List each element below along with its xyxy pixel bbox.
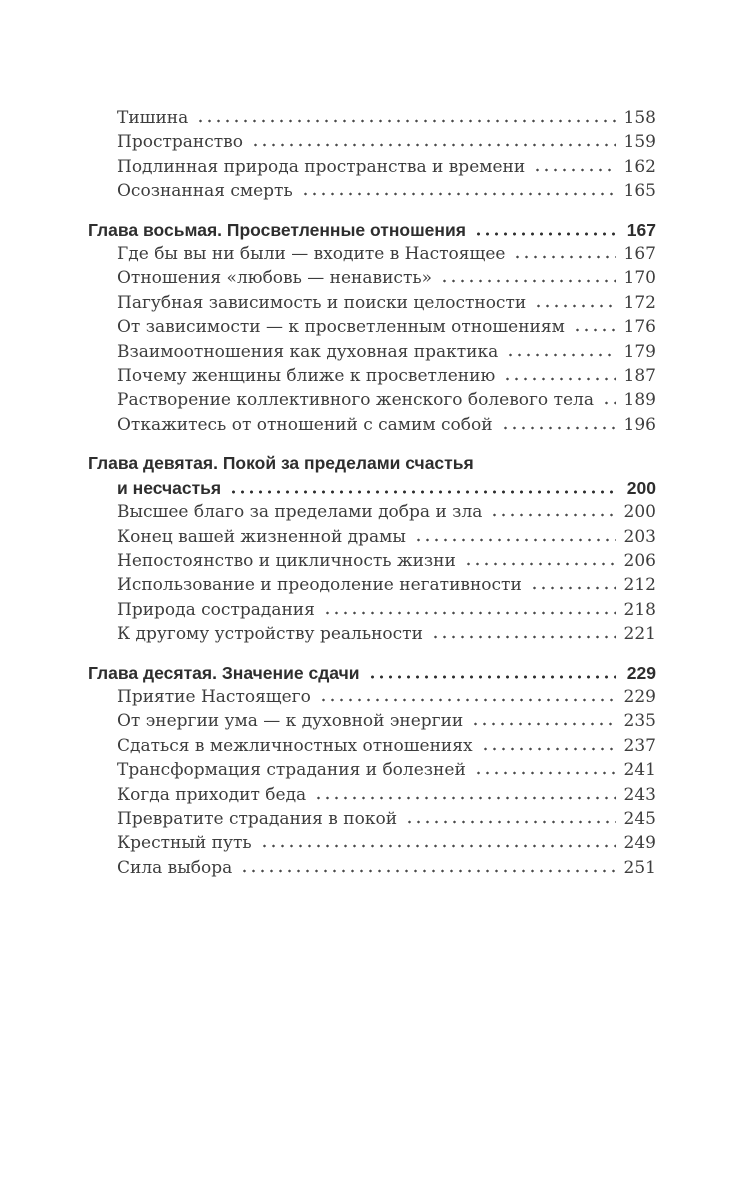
toc-entry-page: 162 <box>623 156 656 177</box>
chapter-heading-title: Глава девятая. Покой за пределами счастья <box>88 453 474 474</box>
toc-entry <box>88 525 656 549</box>
toc-entry-page: 203 <box>623 526 656 547</box>
toc-entry-title: Пагубная зависимость и поиски целостности <box>117 292 527 313</box>
toc-entry <box>88 734 656 758</box>
toc-group-chapter9 <box>88 451 656 646</box>
toc-entry-title: Природа сострадания <box>117 599 315 620</box>
toc-entry-page: 159 <box>623 132 656 153</box>
toc-entry-page: 229 <box>623 686 656 707</box>
toc-entry-page: 200 <box>623 502 656 523</box>
dot-leader <box>440 279 616 283</box>
toc-entry-title: Пространство <box>117 132 243 153</box>
toc-entry-page: 243 <box>623 784 656 805</box>
dot-leader <box>474 771 616 775</box>
toc-entry <box>88 364 656 388</box>
dot-leader <box>530 586 616 590</box>
toc-entry-page: 251 <box>623 857 656 878</box>
toc-entry-title: От энергии ума — к духовной энергии <box>117 711 464 732</box>
toc-entry-page: 221 <box>623 624 656 645</box>
toc-entry-title: Почему женщины ближе к просветлению <box>117 366 496 387</box>
dot-leader <box>602 401 616 405</box>
toc-entry-page: 170 <box>623 268 656 289</box>
toc-entry-title: От зависимости — к просветленным отношениям <box>117 317 565 338</box>
chapter-heading-title: Глава десятая. Значение сдачи <box>88 662 360 683</box>
toc-entry <box>88 783 656 807</box>
dot-leader <box>503 377 616 381</box>
toc-group-chapter7-tail <box>88 106 656 204</box>
toc-entry-page: 158 <box>623 108 656 128</box>
chapter-heading-title: Глава восьмая. Просветленные отношения <box>88 219 466 240</box>
dot-leader <box>506 353 616 357</box>
toc-entry <box>88 549 656 573</box>
chapter-heading <box>88 661 656 685</box>
toc-entry <box>88 130 656 154</box>
dot-leader <box>481 747 616 751</box>
toc-entry <box>88 179 656 203</box>
toc-entry-page: 167 <box>623 244 656 265</box>
toc-entry-page: 206 <box>623 550 656 571</box>
dot-leader <box>319 698 616 702</box>
toc-entry-page: 176 <box>623 317 656 338</box>
toc-entry-title: Подлинная природа пространства и времени <box>117 156 526 177</box>
toc-entry-page: 165 <box>623 181 656 202</box>
toc-entry-title: Трансформация страдания и болезней <box>117 760 466 781</box>
toc-entry-title: Превратите страдания в покой <box>117 808 398 829</box>
dot-leader <box>474 232 616 236</box>
toc-entry <box>88 807 656 831</box>
toc-entry <box>88 622 656 646</box>
toc-entry <box>88 155 656 179</box>
toc-group-chapter8 <box>88 218 656 438</box>
toc-entry-title: Растворение коллективного женского болевого тела <box>117 390 594 411</box>
toc-entry <box>88 266 656 290</box>
dot-leader <box>533 168 616 172</box>
toc-entry-title: Откажитесь от отношений с самим собой <box>117 414 493 435</box>
dot-leader <box>229 490 616 494</box>
toc-entry <box>88 340 656 364</box>
chapter-heading-page: 229 <box>626 662 656 683</box>
dot-leader <box>405 820 616 824</box>
dot-leader <box>471 722 616 726</box>
toc-entry <box>88 598 656 622</box>
toc-entry <box>88 106 656 130</box>
dot-leader <box>490 513 616 517</box>
dot-leader <box>573 328 616 332</box>
dot-leader <box>513 255 616 259</box>
toc-entry-page: 218 <box>623 599 656 620</box>
toc-entry <box>88 831 656 855</box>
toc-entry-title: Отношения «любовь — ненависть» <box>117 268 433 289</box>
toc-entry-title: Где бы вы ни были — входите в Настоящее <box>117 244 506 265</box>
dot-leader <box>501 426 616 430</box>
toc-entry-page: 179 <box>623 341 656 362</box>
dot-leader <box>464 562 616 566</box>
toc-entry-page: 241 <box>623 760 656 781</box>
toc-entry-page: 249 <box>623 833 656 854</box>
dot-leader <box>301 192 616 196</box>
toc-entry <box>88 685 656 709</box>
toc-entry <box>88 291 656 315</box>
dot-leader <box>314 796 616 800</box>
toc-entry <box>88 242 656 266</box>
toc-entry-title: К другому устройству реальности <box>117 624 423 645</box>
toc-entry-page: 187 <box>623 366 656 387</box>
toc-group-chapter10 <box>88 661 656 881</box>
toc-entry <box>88 500 656 524</box>
dot-leader <box>431 635 616 639</box>
dot-leader <box>196 119 616 123</box>
toc-entry-title: Осознанная смерть <box>117 181 293 202</box>
table-of-contents <box>88 106 656 880</box>
chapter-heading-page: 167 <box>626 219 656 240</box>
dot-leader <box>414 538 616 542</box>
toc-entry <box>88 758 656 782</box>
toc-entry-title: Использование и преодоление негативности <box>117 575 522 596</box>
toc-entry <box>88 573 656 597</box>
toc-entry-title: Приятие Настоящего <box>117 686 311 707</box>
toc-entry <box>88 709 656 733</box>
chapter-heading-continuation <box>88 476 656 500</box>
toc-entry-title: Конец вашей жизненной драмы <box>117 526 406 547</box>
toc-entry-title: Тишина <box>117 108 189 128</box>
toc-entry-page: 237 <box>623 735 656 756</box>
dot-leader <box>260 844 616 848</box>
toc-entry-title: Высшее благо за пределами добра и зла <box>117 502 483 523</box>
dot-leader <box>240 869 616 873</box>
toc-entry-page: 189 <box>623 390 656 411</box>
toc-entry <box>88 388 656 412</box>
dot-leader <box>534 304 616 308</box>
dot-leader <box>323 611 616 615</box>
toc-entry-page: 235 <box>623 711 656 732</box>
toc-entry-title: Непостоянство и цикличность жизни <box>117 550 456 571</box>
toc-entry-title: Крестный путь <box>117 833 252 854</box>
toc-entry-title: Когда приходит беда <box>117 784 307 805</box>
toc-entry-page: 196 <box>623 414 656 435</box>
toc-entry <box>88 315 656 339</box>
toc-entry <box>88 856 656 880</box>
toc-entry-title: Взаимоотношения как духовная практика <box>117 341 499 362</box>
toc-entry-page: 245 <box>623 808 656 829</box>
chapter-heading <box>88 218 656 242</box>
dot-leader <box>251 143 616 147</box>
chapter-heading-page: 200 <box>626 477 656 498</box>
toc-entry-page: 212 <box>623 575 656 596</box>
toc-entry-title: Сдаться в межличностных отношениях <box>117 735 473 756</box>
chapter-heading <box>88 451 656 475</box>
toc-entry-page: 172 <box>623 292 656 313</box>
toc-entry <box>88 413 656 437</box>
chapter-heading-title-line2: и несчастья <box>117 477 222 498</box>
dot-leader <box>368 675 616 679</box>
toc-entry-title: Сила выбора <box>117 857 233 878</box>
